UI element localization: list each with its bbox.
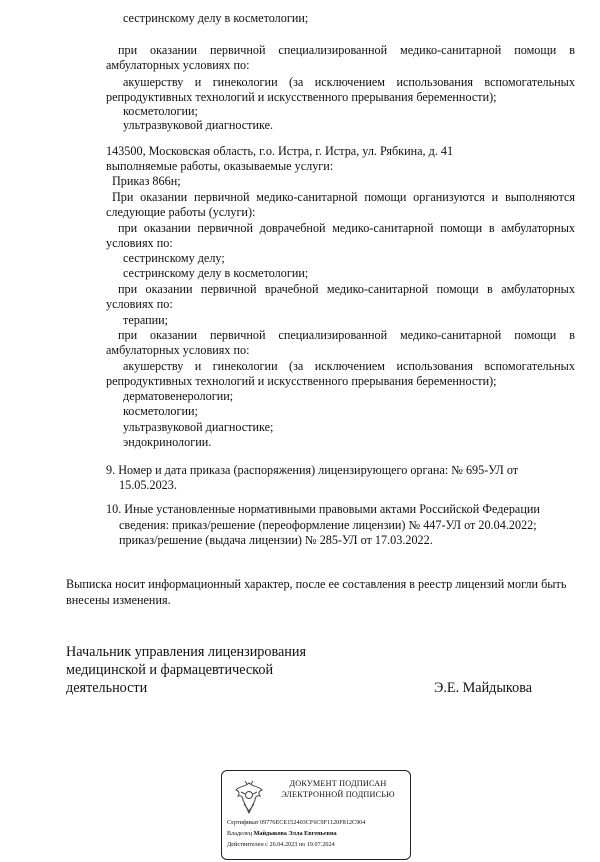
word: оказании [140,190,188,204]
text-line-justified [118,328,575,342]
word: в [569,328,575,342]
text-line: ультразвуковой диагностике. [123,118,274,132]
word: исключением [314,75,386,89]
stamp-heading-line: ЭЛЕКТРОННОЙ ПОДПИСЬЮ [281,790,395,799]
word: первичной [197,221,253,235]
text-line: эндокринологии. [123,435,212,449]
word: медико-санитарной [256,190,358,204]
word: при [118,328,138,342]
word: медико-санитарной [400,328,502,342]
word: исключением [314,359,386,373]
word: оказании [143,221,191,235]
text-line: выполняемые работы, оказываемые услуги: [106,159,334,173]
word: и [194,359,202,373]
word: использования [396,359,473,373]
word: амбулаторных [501,282,575,296]
word: первичной [200,282,257,296]
word: акушерству [123,359,184,373]
item-10-line: 10. Иные установленные нормативными правовыми актами Российской Федерации [106,502,540,516]
word: помощи [514,43,557,57]
coat-of-arms-icon [231,777,267,817]
text-line-justified [112,190,575,204]
text-line: амбулаторных условиях по: [106,58,250,72]
item-10-line: приказ/решение (выдача лицензии) № 285-УЛ от 17.03.2022. [119,533,433,547]
word: в [488,221,495,235]
word: при [118,43,138,57]
word: доврачебной [259,221,326,235]
word: оказании [150,328,198,342]
text-line: Приказ 866н; [112,174,181,188]
text-line: следующие работы (услуги): [106,205,256,219]
word: специализированной [278,43,388,57]
word: (за [289,75,304,89]
stamp-owner-value: Майдыкова Элла Евгеньевна [253,830,337,837]
text-line-justified [118,43,575,57]
item-9-line: 15.05.2023. [119,478,177,492]
word: помощи [364,190,407,204]
word: первичной [209,328,266,342]
word: помощи [436,282,479,296]
word: вспомогательных [484,359,575,373]
text-line: терапии; [123,313,169,327]
text-line: сестринскому делу; [123,251,225,265]
item-9-line: 9. Номер и дата приказа (распоряжения) лицензирующего органа: № 695-УЛ от [106,463,519,477]
text-line: амбулаторных условиях по: [106,343,250,357]
e-signature-stamp [221,770,411,860]
word: в [487,282,493,296]
stamp-owner-label: Владелец [227,830,253,837]
text-line: репродуктивных технологий и искусственного прерывания беременности); [106,374,497,388]
word: и [491,190,499,204]
word: (за [289,359,304,373]
word: медико-санитарной [400,43,502,57]
signatory-title: деятельности [66,680,148,696]
notice-line: Выписка носит информационный характер, после ее составления в реестр лицензий могли быть [66,577,567,591]
word: выполняются [504,190,575,204]
word: помощи [514,328,557,342]
word: врачебной [264,282,319,296]
word: При [112,190,134,204]
signatory-name: Э.Е. Майдыкова [434,680,533,696]
text-line: ультразвуковой диагностике; [123,420,274,434]
stamp-heading [272,778,404,800]
word: первичной [193,190,250,204]
word: при [118,221,138,235]
word: медико-санитарной [326,282,429,296]
text-line-justified [118,282,575,296]
word: акушерству [123,75,184,89]
word: в [569,43,575,57]
text-line: сестринскому делу в косметологии; [123,11,309,25]
stamp-certificate [227,819,365,827]
item-10-line: сведения: приказ/решение (переоформление лицензии) № 447-УЛ от 20.04.2022; [119,518,537,532]
text-line: репродуктивных технологий и искусственного прерывания беременности); [106,90,497,104]
signatory-title: Начальник управления лицензирования [66,644,306,660]
word: оказании [150,43,198,57]
stamp-heading-line: ДОКУМЕНТ ПОДПИСАН [289,779,387,788]
stamp-validity: Действителен с 26.04.2023 по 19.07.2024 [227,841,335,848]
word: организуются [413,190,485,204]
word: гинекологии [212,75,278,89]
text-line-justified [123,75,575,89]
signatory-title: медицинской и фармацевтической [66,662,274,678]
text-line: дерматовенерологии; [123,389,234,403]
word: специализированной [278,328,388,342]
word: оказании [145,282,193,296]
word: первичной [209,43,266,57]
address-line: 143500, Московская область, г.о. Истра, г. Истра, ул. Рябкина, д. 41 [106,144,454,158]
text-line: условиях по: [106,236,173,250]
word: использования [396,75,473,89]
word: помощи [440,221,483,235]
stamp-certificate-label: Сертификат [227,819,259,826]
word: и [194,75,202,89]
word: гинекологии [212,359,278,373]
text-line-justified [118,221,575,235]
word: вспомогательных [484,75,575,89]
word: медико-санитарной [332,221,434,235]
text-line: условиях по: [106,297,173,311]
word: амбулаторных [501,221,575,235]
text-line: сестринскому делу в косметологии; [123,266,309,280]
text-line: косметологии; [123,404,198,418]
word: при [118,282,138,296]
stamp-owner [227,830,337,838]
text-line: косметологии; [123,104,198,118]
stamp-certificate-value: 09776ECE152403CF6C9F1120F812C904 [260,819,366,826]
notice-line: внесены изменения. [66,593,171,607]
text-line-justified [123,359,575,373]
